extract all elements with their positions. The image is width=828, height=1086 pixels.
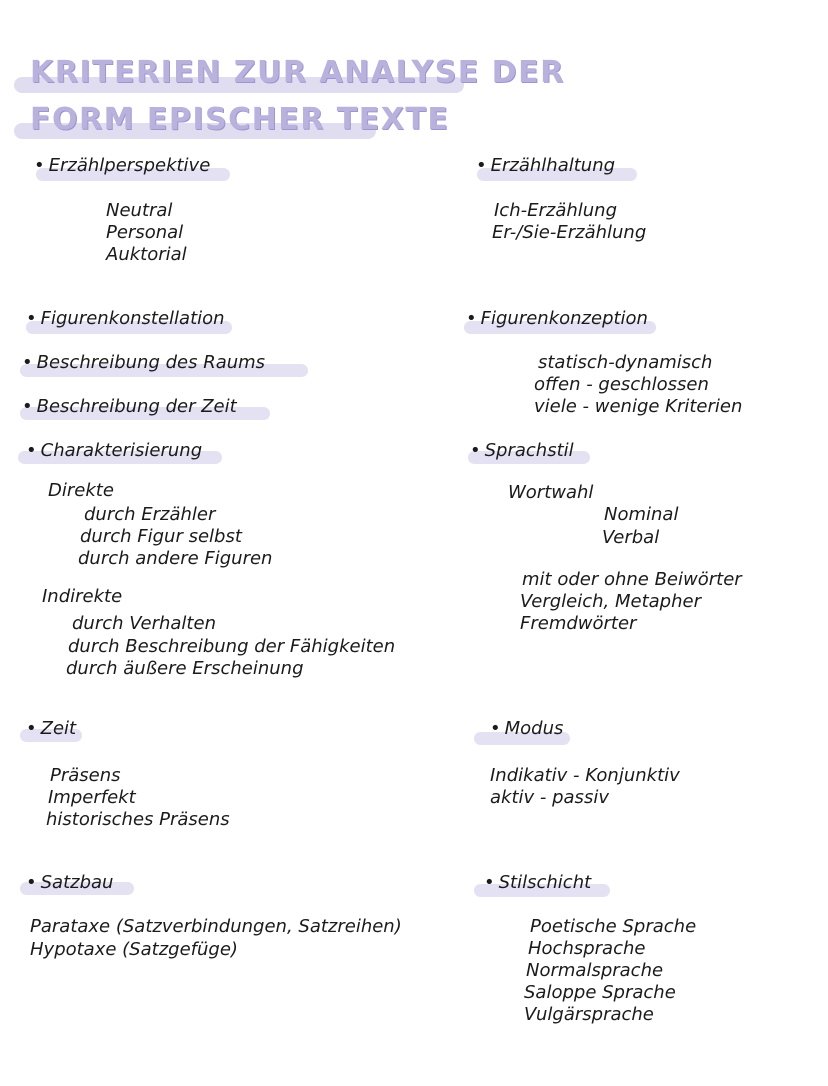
- bullet-dot: •: [470, 440, 481, 461]
- bullet-dot: •: [26, 308, 37, 329]
- bullet-dot: •: [22, 352, 33, 373]
- page-title-line-1: KRITERIEN ZUR ANALYSE DER: [30, 55, 565, 90]
- heading-erzaehlhaltung: • Erzählhaltung: [476, 155, 616, 176]
- item-hypotaxe: Hypotaxe (Satzgefüge): [30, 939, 238, 960]
- heading-beschreibung-raum: • Beschreibung des Raums: [22, 352, 266, 373]
- item-nominal: Nominal: [604, 504, 679, 525]
- heading-beschreibung-zeit: • Beschreibung der Zeit: [22, 396, 237, 417]
- item-fremdwoerter: Fremdwörter: [520, 613, 637, 634]
- item-personal: Personal: [106, 222, 184, 243]
- item-hochsprache: Hochsprache: [528, 938, 646, 959]
- item-vulgaersprache: Vulgärsprache: [524, 1004, 654, 1025]
- bullet-dot: •: [466, 308, 477, 329]
- bullet-dot: •: [22, 396, 33, 417]
- item-historisches-praesens: historisches Präsens: [46, 809, 230, 830]
- item-vergleich-metapher: Vergleich, Metapher: [520, 591, 701, 612]
- bullet-dot: •: [476, 155, 487, 176]
- item-er-sie-erzaehlung: Er-/Sie-Erzählung: [492, 222, 647, 243]
- item-statisch-dynamisch: statisch-dynamisch: [538, 352, 713, 373]
- item-offen-geschlossen: offen - geschlossen: [534, 374, 709, 395]
- item-aktiv-passiv: aktiv - passiv: [490, 787, 609, 808]
- heading-satzbau: • Satzbau: [26, 872, 114, 893]
- heading-erzaehlperspektive: • Erzählperspektive: [34, 155, 211, 176]
- item-parataxe: Parataxe (Satzverbindungen, Satzreihen): [30, 916, 402, 937]
- heading-figurenkonstellation: • Figurenkonstellation: [26, 308, 225, 329]
- item-durch-erzaehler: durch Erzähler: [84, 504, 216, 525]
- bullet-dot: •: [26, 872, 37, 893]
- item-verbal: Verbal: [602, 527, 660, 548]
- item-durch-andere-figuren: durch andere Figuren: [78, 548, 273, 569]
- item-neutral: Neutral: [106, 200, 173, 221]
- item-durch-verhalten: durch Verhalten: [72, 613, 216, 634]
- item-indikativ-konjunktiv: Indikativ - Konjunktiv: [490, 765, 680, 786]
- item-normalsprache: Normalsprache: [526, 960, 664, 981]
- label-wortwahl: Wortwahl: [508, 482, 594, 503]
- item-viele-wenige-kriterien: viele - wenige Kriterien: [534, 396, 743, 417]
- bullet-dot: •: [26, 440, 37, 461]
- heading-figurenkonzeption: • Figurenkonzeption: [466, 308, 648, 329]
- item-ich-erzaehlung: Ich-Erzählung: [494, 200, 618, 221]
- item-imperfekt: Imperfekt: [48, 787, 136, 808]
- bullet-dot: •: [34, 155, 45, 176]
- item-saloppe-sprache: Saloppe Sprache: [524, 982, 676, 1003]
- heading-stilschicht: • Stilschicht: [484, 872, 592, 893]
- bullet-dot: •: [484, 872, 495, 893]
- item-auktorial: Auktorial: [106, 244, 187, 265]
- item-durch-beschreibung-faehigkeiten: durch Beschreibung der Fähigkeiten: [68, 636, 396, 657]
- item-mit-oder-ohne-beiwoerter: mit oder ohne Beiwörter: [522, 569, 742, 590]
- label-direkte: Direkte: [48, 480, 114, 501]
- heading-sprachstil: • Sprachstil: [470, 440, 574, 461]
- item-durch-aeussere-erscheinung: durch äußere Erscheinung: [66, 658, 304, 679]
- heading-modus: • Modus: [490, 718, 564, 739]
- page-title-line-2: FORM EPISCHER TEXTE: [30, 102, 450, 137]
- bullet-dot: •: [490, 718, 501, 739]
- item-durch-figur-selbst: durch Figur selbst: [80, 526, 242, 547]
- bullet-dot: •: [26, 718, 37, 739]
- heading-zeit: • Zeit: [26, 718, 77, 739]
- heading-charakterisierung: • Charakterisierung: [26, 440, 203, 461]
- item-praesens: Präsens: [50, 765, 121, 786]
- label-indirekte: Indirekte: [42, 586, 123, 607]
- item-poetische-sprache: Poetische Sprache: [530, 916, 697, 937]
